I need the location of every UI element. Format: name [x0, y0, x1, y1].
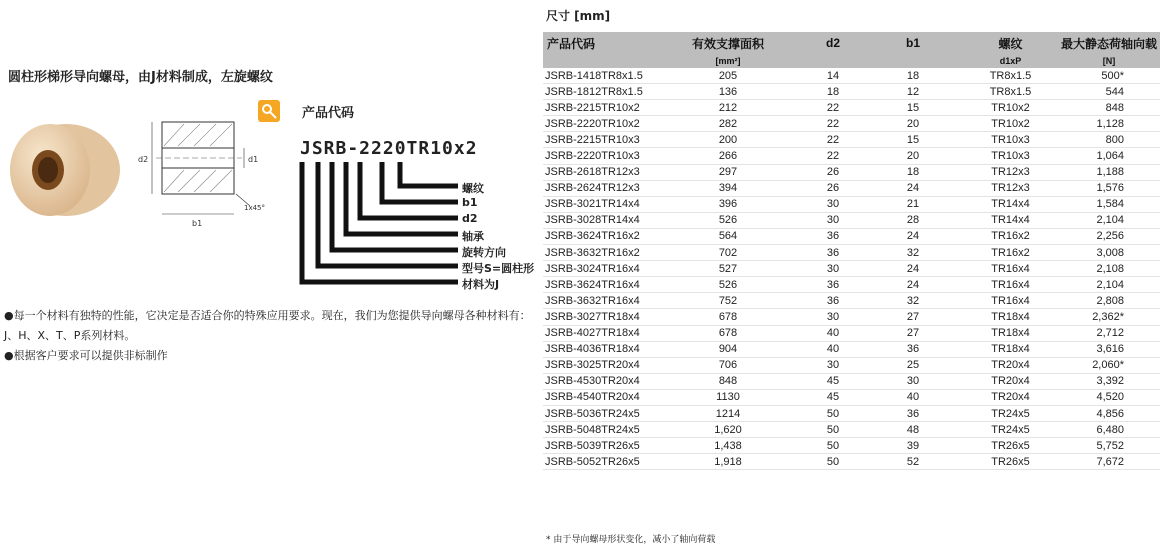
- table-cell: TR16x4: [963, 293, 1058, 309]
- table-cell: 848: [1058, 100, 1160, 116]
- chamfer-label: 1x45°: [244, 204, 266, 212]
- table-cell: TR10x3: [963, 148, 1058, 164]
- unit-b1: [863, 54, 963, 68]
- footnote: * 由于导向螺母形状变化，减小了轴向荷载: [546, 535, 716, 545]
- table-cell: 22: [803, 132, 863, 148]
- col-header-thread: 螺纹: [963, 32, 1058, 54]
- table-cell: JSRB-2220TR10x3: [543, 148, 653, 164]
- legend-rotation: 旋转方向: [462, 246, 506, 259]
- table-cell: 32: [863, 245, 963, 261]
- legend-thread: 螺纹: [462, 182, 484, 195]
- col-header-load: 最大静态荷轴向载: [1058, 32, 1160, 54]
- product-code-icon: [258, 100, 280, 122]
- table-cell: 36: [863, 405, 963, 421]
- table-cell: 212: [653, 100, 803, 116]
- table-cell: 500*: [1058, 68, 1160, 84]
- table-cell: 2,362*: [1058, 309, 1160, 325]
- table-cell: JSRB-2618TR12x3: [543, 164, 653, 180]
- table-cell: TR10x3: [963, 132, 1058, 148]
- table-cell: TR16x2: [963, 245, 1058, 261]
- table-cell: 22: [803, 148, 863, 164]
- table-row: [543, 196, 1160, 212]
- table-cell: 526: [653, 212, 803, 228]
- table-cell: 45: [803, 389, 863, 405]
- table-cell: 1,438: [653, 438, 803, 454]
- table-cell: 39: [863, 438, 963, 454]
- table-cell: TR16x2: [963, 228, 1058, 244]
- d1-label: d1: [248, 155, 259, 164]
- table-row: [543, 116, 1160, 132]
- table-cell: JSRB-4540TR20x4: [543, 389, 653, 405]
- table-cell: 12: [863, 84, 963, 100]
- nut-section-drawing: [132, 118, 282, 236]
- table-row: [543, 132, 1160, 148]
- table-cell: 394: [653, 180, 803, 196]
- table-cell: 20: [863, 148, 963, 164]
- table-cell: 26: [803, 180, 863, 196]
- table-cell: 14: [803, 68, 863, 84]
- feature-bullets: [4, 306, 534, 366]
- product-code-value: JSRB-2220TR10x2: [300, 138, 478, 159]
- table-row: [543, 405, 1160, 421]
- table-cell: 40: [803, 325, 863, 341]
- table-cell: 4,856: [1058, 405, 1160, 421]
- table-cell: JSRB-4530TR20x4: [543, 373, 653, 389]
- code-breakdown-lines: [290, 160, 460, 290]
- table-cell: 50: [803, 438, 863, 454]
- table-cell: 18: [863, 164, 963, 180]
- table-cell: JSRB-3021TR14x4: [543, 196, 653, 212]
- table-cell: 2,104: [1058, 277, 1160, 293]
- table-cell: 1130: [653, 389, 803, 405]
- table-cell: 526: [653, 277, 803, 293]
- bullet-materials: ●每一个材料有独特的性能，它决定是否适合你的特殊应用要求。现在，我们为您提供导向螺母各种材料有：J、H、X、T、P系列材料。: [4, 309, 531, 342]
- table-cell: 50: [803, 422, 863, 438]
- table-cell: TR26x5: [963, 438, 1058, 454]
- table-cell: 1,918: [653, 454, 803, 470]
- table-cell: 4,520: [1058, 389, 1160, 405]
- table-cell: 24: [863, 261, 963, 277]
- table-cell: JSRB-2215TR10x3: [543, 132, 653, 148]
- table-row: [543, 164, 1160, 180]
- table-cell: 24: [863, 277, 963, 293]
- table-cell: 2,104: [1058, 212, 1160, 228]
- table-cell: TR20x4: [963, 357, 1058, 373]
- table-row: [543, 438, 1160, 454]
- unit-thread: d1xP: [963, 54, 1058, 68]
- table-cell: 800: [1058, 132, 1160, 148]
- table-row: [543, 389, 1160, 405]
- table-row: [543, 341, 1160, 357]
- table-cell: JSRB-5052TR26x5: [543, 454, 653, 470]
- col-header-b1: b1: [863, 32, 963, 54]
- table-cell: JSRB-3027TR18x4: [543, 309, 653, 325]
- table-cell: 45: [803, 373, 863, 389]
- unit-area: [mm²]: [653, 54, 803, 68]
- unit-code: [543, 54, 653, 68]
- table-cell: JSRB-2215TR10x2: [543, 100, 653, 116]
- table-cell: 6,480: [1058, 422, 1160, 438]
- table-cell: 15: [863, 132, 963, 148]
- table-cell: JSRB-4027TR18x4: [543, 325, 653, 341]
- product-title: 圆柱形梯形导向螺母，由J材料制成，左旋螺纹: [8, 70, 273, 85]
- table-cell: 36: [803, 245, 863, 261]
- table-cell: 22: [803, 100, 863, 116]
- spec-table: [543, 32, 1160, 470]
- table-cell: TR12x3: [963, 164, 1058, 180]
- table-cell: 30: [803, 261, 863, 277]
- table-cell: 200: [653, 132, 803, 148]
- table-cell: TR14x4: [963, 212, 1058, 228]
- table-cell: TR26x5: [963, 454, 1058, 470]
- col-header-d2: d2: [803, 32, 863, 54]
- table-row: [543, 325, 1160, 341]
- table-cell: 40: [863, 389, 963, 405]
- table-cell: 564: [653, 228, 803, 244]
- table-cell: 1,584: [1058, 196, 1160, 212]
- table-cell: 1,620: [653, 422, 803, 438]
- unit-d2: [803, 54, 863, 68]
- table-cell: TR16x4: [963, 261, 1058, 277]
- table-cell: 24: [863, 228, 963, 244]
- table-cell: TR20x4: [963, 373, 1058, 389]
- table-cell: TR18x4: [963, 309, 1058, 325]
- b1-label: b1: [192, 219, 203, 228]
- table-cell: 18: [863, 68, 963, 84]
- table-cell: 52: [863, 454, 963, 470]
- table-cell: JSRB-3024TR16x4: [543, 261, 653, 277]
- legend-material: 材料为J: [462, 278, 500, 291]
- table-cell: TR12x3: [963, 180, 1058, 196]
- table-cell: 50: [803, 405, 863, 421]
- table-cell: 27: [863, 309, 963, 325]
- table-cell: 205: [653, 68, 803, 84]
- table-cell: 18: [803, 84, 863, 100]
- table-row: [543, 261, 1160, 277]
- table-cell: 848: [653, 373, 803, 389]
- table-cell: 266: [653, 148, 803, 164]
- table-cell: 2,712: [1058, 325, 1160, 341]
- table-cell: TR10x2: [963, 116, 1058, 132]
- nut-photo: [4, 110, 122, 228]
- table-row: [543, 212, 1160, 228]
- table-cell: 678: [653, 309, 803, 325]
- table-cell: 2,808: [1058, 293, 1160, 309]
- table-cell: 32: [863, 293, 963, 309]
- table-cell: JSRB-2624TR12x3: [543, 180, 653, 196]
- unit-load: [N]: [1058, 54, 1160, 68]
- table-cell: 544: [1058, 84, 1160, 100]
- table-cell: 1214: [653, 405, 803, 421]
- table-cell: JSRB-5048TR24x5: [543, 422, 653, 438]
- table-cell: 2,256: [1058, 228, 1160, 244]
- table-cell: 297: [653, 164, 803, 180]
- table-cell: 7,672: [1058, 454, 1160, 470]
- table-row: [543, 245, 1160, 261]
- table-cell: 48: [863, 422, 963, 438]
- table-cell: 28: [863, 212, 963, 228]
- table-cell: 36: [863, 341, 963, 357]
- table-cell: JSRB-3028TR14x4: [543, 212, 653, 228]
- table-cell: 15: [863, 100, 963, 116]
- table-cell: TR8x1.5: [963, 68, 1058, 84]
- table-cell: 24: [863, 180, 963, 196]
- table-cell: TR8x1.5: [963, 84, 1058, 100]
- table-row: [543, 309, 1160, 325]
- table-cell: 20: [863, 116, 963, 132]
- table-cell: 21: [863, 196, 963, 212]
- table-cell: 904: [653, 341, 803, 357]
- table-cell: 706: [653, 357, 803, 373]
- table-cell: 527: [653, 261, 803, 277]
- dimensions-heading: 尺寸 [mm]: [546, 9, 611, 23]
- col-header-code: 产品代码: [543, 32, 653, 54]
- bullet-custom: ●根据客户要求可以提供非标制作: [4, 349, 168, 362]
- table-cell: 678: [653, 325, 803, 341]
- table-cell: 136: [653, 84, 803, 100]
- table-cell: 22: [803, 116, 863, 132]
- table-cell: 25: [863, 357, 963, 373]
- table-cell: JSRB-2220TR10x2: [543, 116, 653, 132]
- table-cell: 36: [803, 293, 863, 309]
- table-cell: 1,576: [1058, 180, 1160, 196]
- table-cell: 30: [803, 196, 863, 212]
- table-cell: 5,752: [1058, 438, 1160, 454]
- legend-type: 型号S=圆柱形: [462, 262, 535, 275]
- table-cell: 27: [863, 325, 963, 341]
- table-cell: JSRB-3632TR16x2: [543, 245, 653, 261]
- table-cell: JSRB-1418TR8x1.5: [543, 68, 653, 84]
- table-cell: JSRB-4036TR18x4: [543, 341, 653, 357]
- legend-d2: d2: [462, 212, 478, 225]
- table-cell: TR24x5: [963, 422, 1058, 438]
- table-cell: TR20x4: [963, 389, 1058, 405]
- table-cell: JSRB-3025TR20x4: [543, 357, 653, 373]
- table-cell: JSRB-3624TR16x4: [543, 277, 653, 293]
- legend-b1: b1: [462, 196, 478, 209]
- d2-label: d2: [138, 155, 149, 164]
- table-cell: JSRB-5036TR24x5: [543, 405, 653, 421]
- table-row: [543, 148, 1160, 164]
- table-cell: JSRB-3624TR16x2: [543, 228, 653, 244]
- table-cell: 3,392: [1058, 373, 1160, 389]
- table-row: [543, 293, 1160, 309]
- table-cell: 702: [653, 245, 803, 261]
- table-cell: TR10x2: [963, 100, 1058, 116]
- table-cell: 26: [803, 164, 863, 180]
- table-cell: 2,108: [1058, 261, 1160, 277]
- table-cell: TR18x4: [963, 325, 1058, 341]
- table-cell: 30: [803, 309, 863, 325]
- table-cell: 1,128: [1058, 116, 1160, 132]
- table-cell: 50: [803, 454, 863, 470]
- product-code-heading: 产品代码: [302, 106, 355, 121]
- table-cell: 36: [803, 228, 863, 244]
- table-row: [543, 180, 1160, 196]
- table-cell: 36: [803, 277, 863, 293]
- table-cell: JSRB-5039TR26x5: [543, 438, 653, 454]
- table-cell: 40: [803, 341, 863, 357]
- table-cell: 30: [803, 357, 863, 373]
- table-cell: 1,064: [1058, 148, 1160, 164]
- col-header-area: 有效支撑面积: [653, 32, 803, 54]
- table-row: [543, 228, 1160, 244]
- table-cell: TR14x4: [963, 196, 1058, 212]
- table-cell: 282: [653, 116, 803, 132]
- table-cell: 30: [803, 212, 863, 228]
- table-row: [543, 422, 1160, 438]
- table-cell: 752: [653, 293, 803, 309]
- table-cell: JSRB-3632TR16x4: [543, 293, 653, 309]
- table-row: [543, 373, 1160, 389]
- table-cell: 396: [653, 196, 803, 212]
- table-cell: JSRB-1812TR8x1.5: [543, 84, 653, 100]
- table-row: [543, 277, 1160, 293]
- table-row: [543, 84, 1160, 100]
- table-row: [543, 100, 1160, 116]
- table-row: [543, 68, 1160, 84]
- table-cell: 3,008: [1058, 245, 1160, 261]
- legend-bearing: 轴承: [462, 230, 484, 243]
- table-cell: TR24x5: [963, 405, 1058, 421]
- table-row: [543, 357, 1160, 373]
- table-cell: 30: [863, 373, 963, 389]
- table-cell: TR16x4: [963, 277, 1058, 293]
- table-cell: TR18x4: [963, 341, 1058, 357]
- table-row: [543, 454, 1160, 470]
- table-cell: 1,188: [1058, 164, 1160, 180]
- table-cell: 3,616: [1058, 341, 1160, 357]
- table-cell: 2,060*: [1058, 357, 1160, 373]
